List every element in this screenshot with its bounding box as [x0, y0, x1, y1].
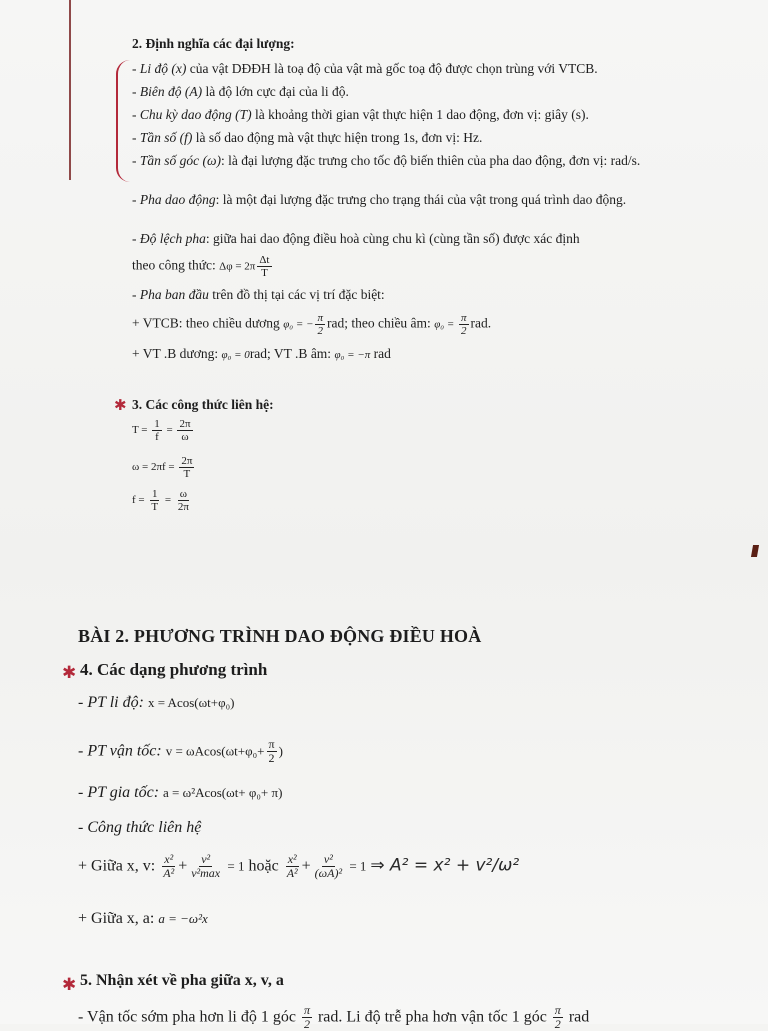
lesson-title: BÀI 2. PHƯƠNG TRÌNH DAO ĐỘNG ĐIỀU HOÀ — [78, 626, 482, 646]
giua-x-v: + Giữa x, v: $\frac{\text{x²}}{\text{A²}}$ + $\frac{\text{v²}}{\text{v²max}}$ = 1 hoặc $\frac{\text{x²}}{\text{A²}}$ + $\frac{\text{v²}}{\text{(ωA)²}}$ = 1 ⇒ A² = x² + v²/ω² — [78, 852, 520, 881]
handwritten-note: ⇒ A² = x² + v²/ω² — [370, 855, 520, 876]
def-li-do: - Li độ (x) của vật DĐĐH là toạ độ của vật mà gốc toạ độ được chọn trùng với VTCB. — [132, 61, 598, 76]
def-tan-so-goc: - Tần số góc (ω): là đại lượng đặc trưng cho tốc độ biến thiên của pha dao động, đơn vị: rad/s. — [132, 153, 641, 168]
section-2-heading: 2. Định nghĩa các đại lượng: — [132, 36, 295, 51]
nhan-xet-line: - Vận tốc sớm pha hơn li độ 1 góc $\frac{\pi}{2}$ rad. Li độ trễ pha hơn vận tốc 1 góc $\frac{\pi}{2}$ rad — [78, 1003, 590, 1031]
pt-gia-toc: - PT gia tốc: a = ω²Acos(ωt+ φ₀+ π) — [78, 784, 283, 801]
giua-x-a: + Giữa x, a: a = −ω²x — [78, 910, 208, 927]
def-bien-do: - Biên độ (A) là độ lớn cực đại của li độ. — [132, 84, 349, 99]
red-star-annotation: ✱ — [62, 663, 77, 683]
pt-van-toc: - PT vận tốc: v = ωAcos(ωt+φ₀+ $\frac{\pi}{2}$ ) — [78, 737, 283, 766]
cong-thuc-lien-he: - Công thức liên hệ — [78, 819, 202, 836]
formula-f: f = $\frac{1}{T}$ = $\frac{\omega}{2\pi}$ — [132, 488, 189, 514]
formula-delta-phi: theo công thức: Δφ = 2π $\frac{\Delta t}{T}$ — [132, 254, 270, 280]
red-star-annotation: ✱ — [62, 975, 77, 995]
def-chu-ky: - Chu kỳ dao động (T) là khoảng thời gian vật thực hiện 1 dao động, đơn vị: giây (s). — [132, 107, 589, 122]
def-pha-ban-dau: - Pha ban đầu trên đồ thị tại các vị trí đặc biệt: — [132, 287, 385, 302]
red-star-annotation: ✱ — [114, 396, 127, 414]
section-5-heading: 5. Nhận xét về pha giữa x, v, a — [80, 972, 284, 989]
def-do-lech-pha: - Độ lệch pha: giữa hai dao động điều hoà cùng chu kì (cùng tần số) được xác định — [132, 231, 580, 246]
section-4-heading: 4. Các dạng phương trình — [80, 660, 268, 679]
scan-mark — [751, 545, 759, 557]
section-3-heading: 3. Các công thức liên hệ: — [132, 397, 274, 412]
vtb-line: + VT .B dương: φ₀ = 0rad; VT .B âm: φ₀ = −π rad — [132, 346, 391, 361]
def-pha-dao-dong: - Pha dao động: là một đại lượng đặc trưng cho trạng thái của vật trong quá trình dao động. — [132, 192, 627, 207]
def-tan-so: - Tần số (f) là số dao động mà vật thực hiện trong 1s, đơn vị: Hz. — [132, 130, 483, 145]
formula-T: T = $\frac{1}{f}$ = $\frac{2\pi}{\omega}$ — [132, 418, 191, 444]
margin-line — [69, 0, 71, 180]
pt-li-do: - PT li độ: x = Acos(ωt+φ₀) — [78, 694, 235, 711]
formula-omega: ω = 2πf = $\frac{2\pi}{T}$ — [132, 455, 193, 481]
vtcb-line: + VTCB: theo chiều dương φ₀ = − $\frac{\pi}{2}$ rad; theo chiều âm: φ₀ = $\frac{\pi}{2}$ rad. — [132, 312, 492, 338]
